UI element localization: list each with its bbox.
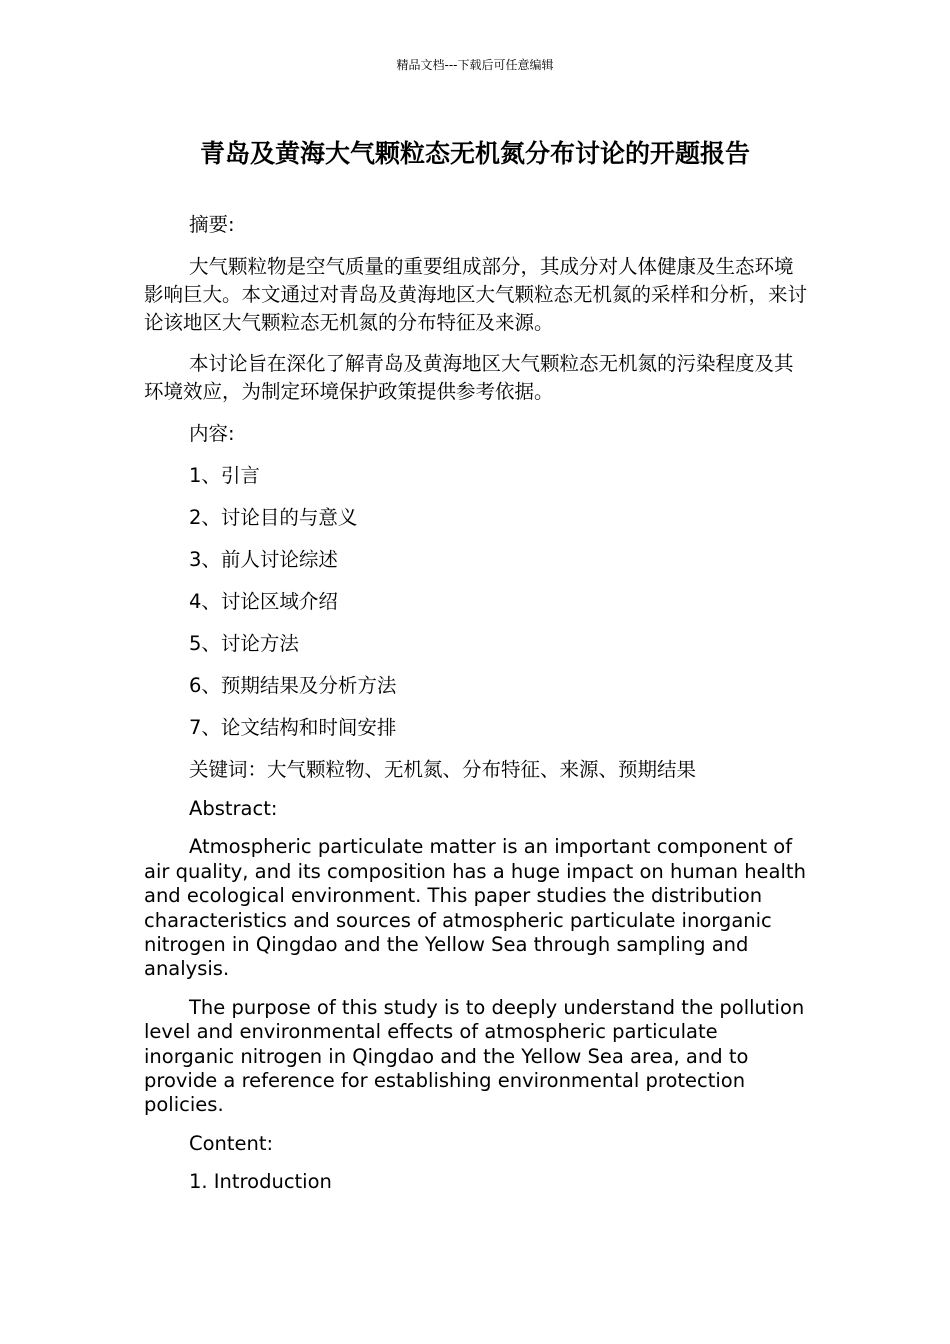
contents-cn-label: 内容: [189,422,235,445]
abstract-cn-label: 摘要: [189,213,235,236]
contents-en-label: Content: [189,1131,274,1155]
contents-en-item: 1. Introduction [189,1170,332,1194]
contents-cn-item: 2、讨论目的与意义 [189,506,358,529]
abstract-en-label: Abstract: [189,797,278,820]
contents-cn-item: 7、论文结构和时间安排 [189,716,397,739]
keywords-cn: 关键词：大气颗粒物、无机氮、分布特征、来源、预期结果 [189,758,697,781]
contents-cn-item: 6、预期结果及分析方法 [189,674,397,697]
contents-cn-item: 4、讨论区域介绍 [189,590,338,613]
abstract-en-paragraph-2: The purpose of this study is to deeply understand the pollution level and environmental effects of atmospheric particulate inorganic nitrogen in Qingdao and the Yellow Sea area, and to provide a reference for establishing environmental protection policies. [144,995,805,1117]
contents-cn-item: 3、前人讨论综述 [189,548,338,571]
document-body [144,211,809,1195]
contents-cn-item: 5、讨论方法 [189,632,299,655]
abstract-cn-paragraph-2: 本讨论旨在深化了解青岛及黄海地区大气颗粒态无机氮的污染程度及其环境效应，为制定环境保护政策提供参考依据。 [144,352,794,403]
abstract-cn-paragraph-1: 大气颗粒物是空气质量的重要组成部分，其成分对人体健康及生态环境影响巨大。本文通过对青岛及黄海地区大气颗粒态无机氮的采样和分析，来讨论该地区大气颗粒态无机氮的分布特征及来源。 [144,255,808,334]
abstract-en-paragraph-1: Atmospheric particulate matter is an important component of air quality, and its composition has a huge impact on human health and ecological environment. This paper studies the distribution characteristics and sources of atmospheric particulate inorganic nitrogen in Qingdao and the Yellow Sea through sampling and analysis. [144,835,806,981]
document-title: 青岛及黄海大气颗粒态无机氮分布讨论的开题报告 [199,139,750,168]
contents-cn-item: 1、引言 [189,464,260,487]
page-header: 精品文档---下载后可任意编辑 [396,58,554,72]
